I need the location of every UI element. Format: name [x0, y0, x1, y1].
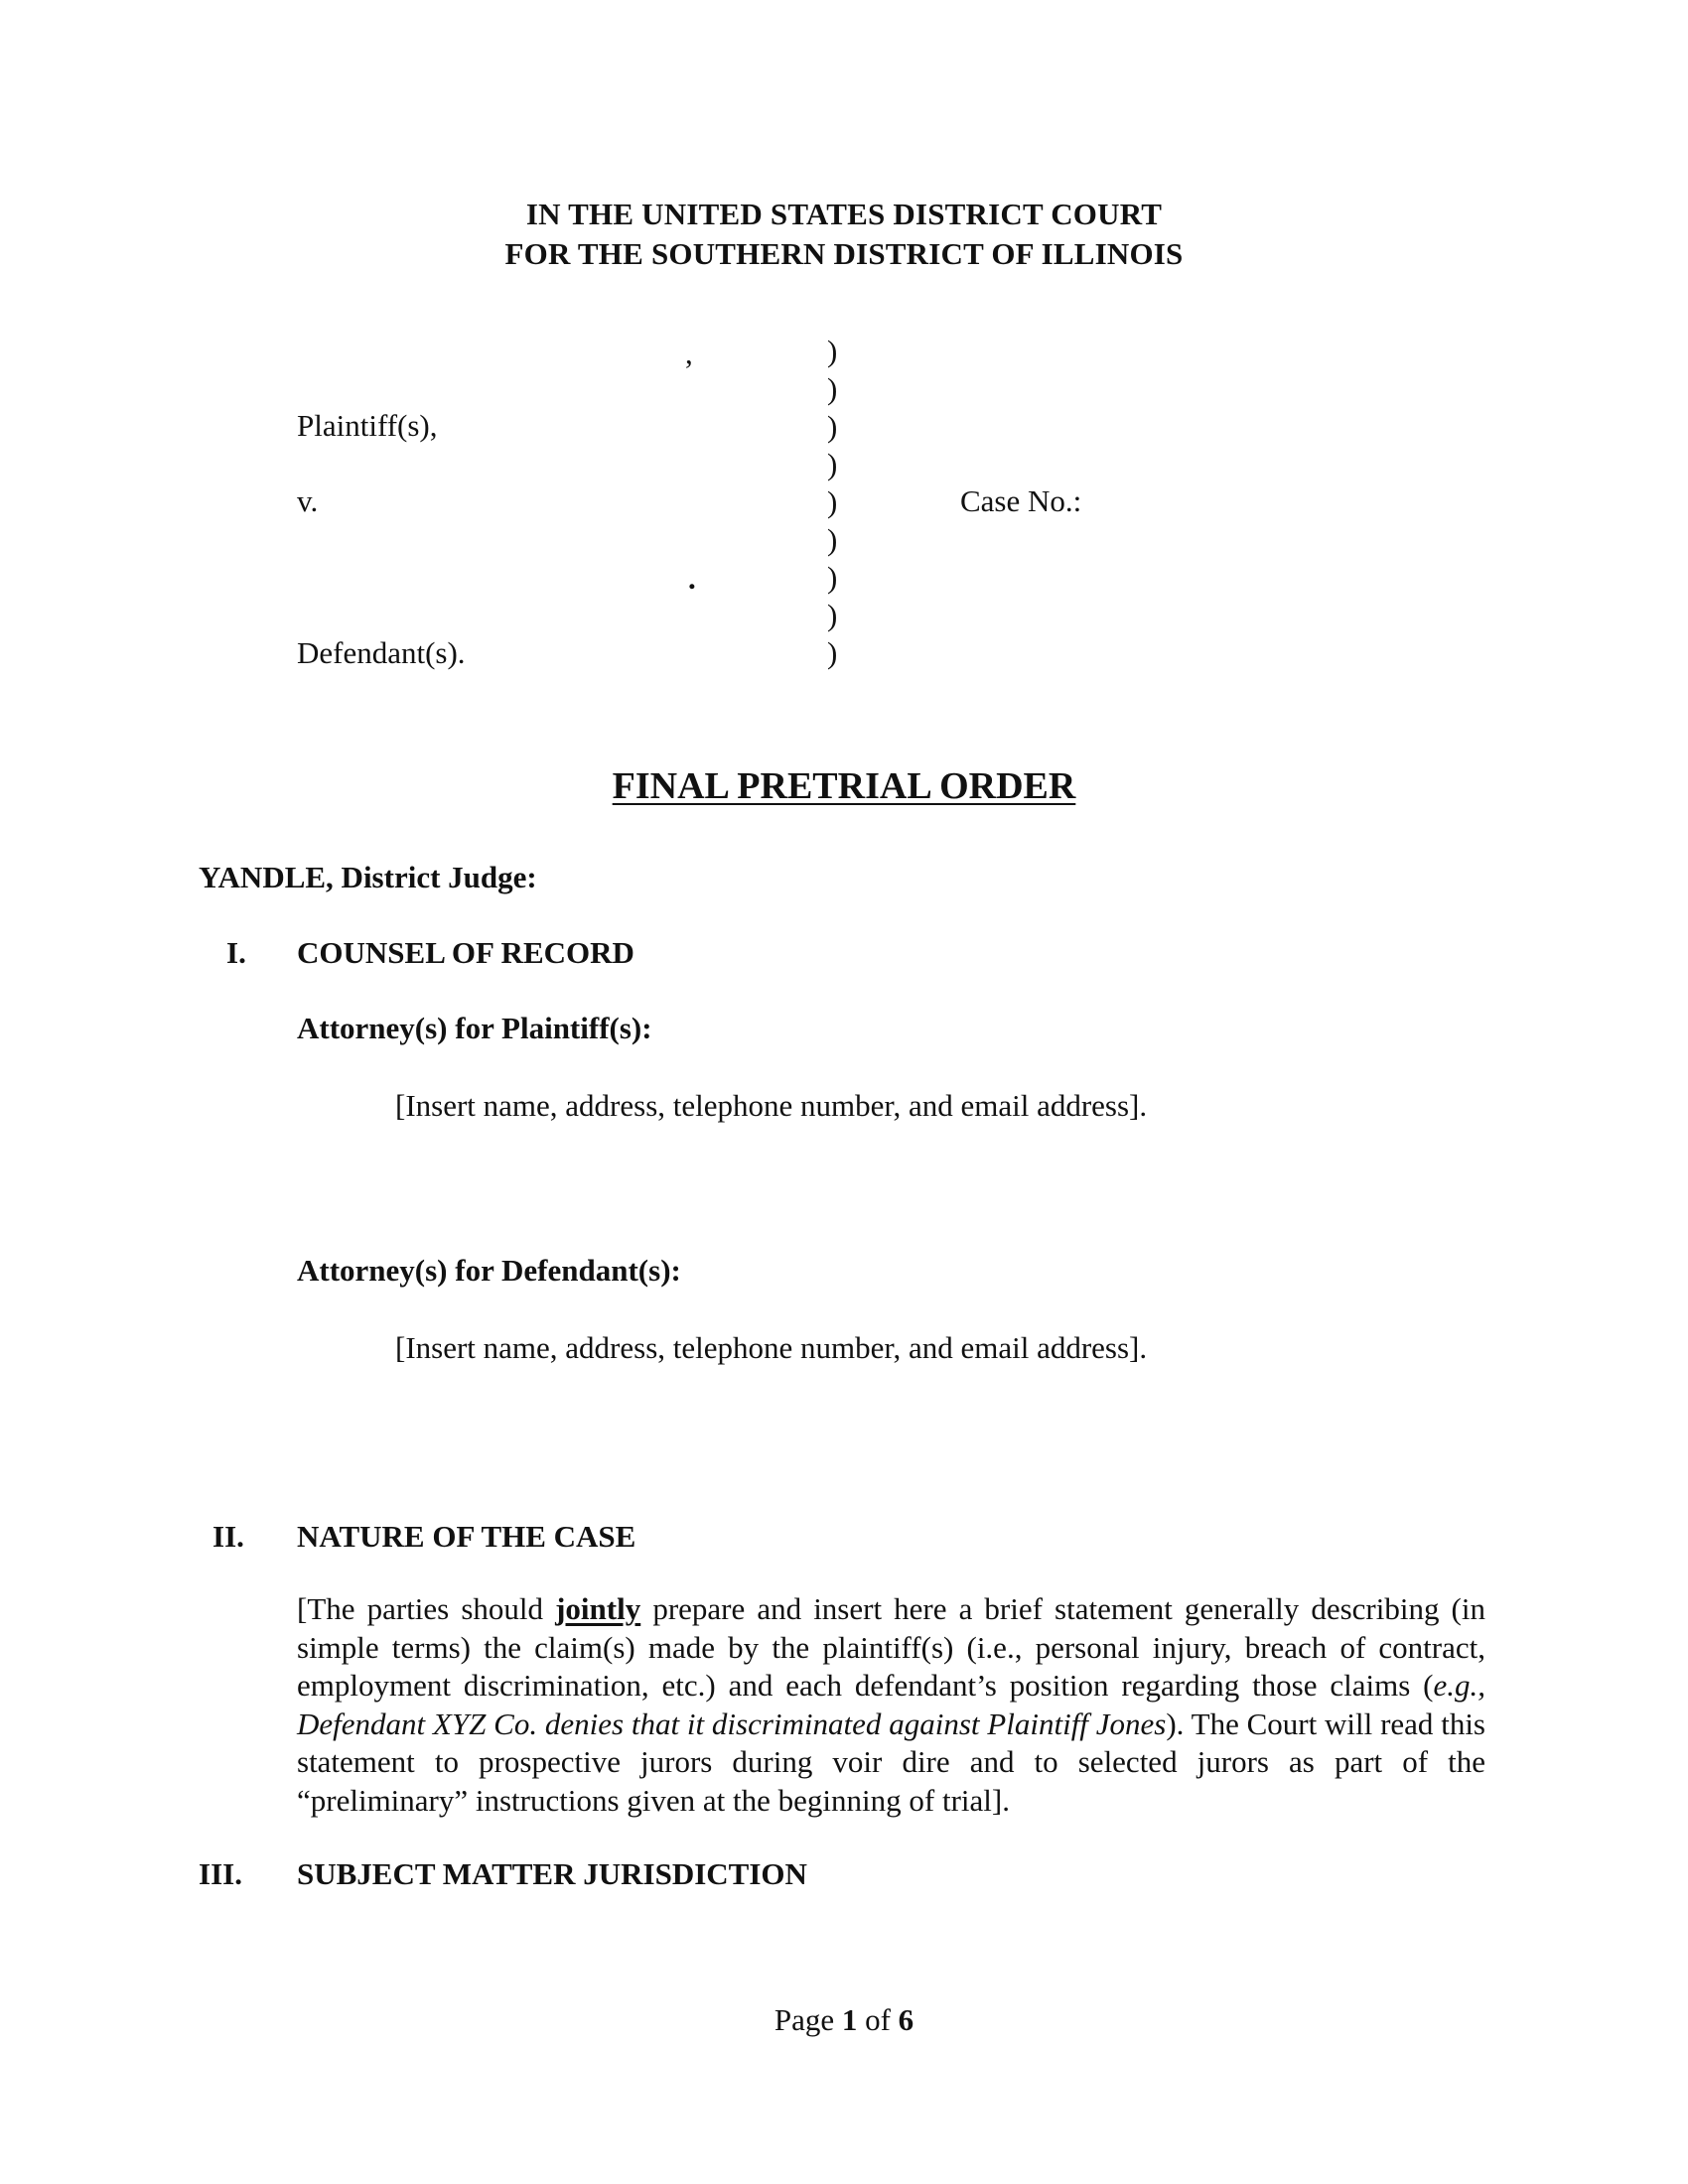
paragraph-emphasis: jointly — [555, 1591, 641, 1626]
defendant-name-period: . — [688, 561, 696, 596]
page-footer — [0, 2002, 1688, 2038]
versus-label: v. — [297, 483, 319, 518]
caption-paren: ) — [827, 598, 838, 632]
section-2-title: NATURE OF THE CASE — [297, 1519, 636, 1554]
judge-line: YANDLE, District Judge: — [199, 860, 537, 894]
caption-paren: ) — [827, 560, 838, 595]
case-number-label: Case No.: — [960, 483, 1082, 518]
plaintiff-attorney-placeholder: [Insert name, address, telephone number, and email address]. — [395, 1088, 1148, 1123]
caption-paren: ) — [827, 409, 838, 444]
paragraph-text: [The parties should — [297, 1591, 556, 1626]
section-3-number: III. — [199, 1856, 242, 1891]
defendant-label: Defendant(s). — [297, 635, 466, 670]
paragraph-text: ). The Court will read this statement to prospective jurors during voir dire and to selected jurors as part of the “preliminary” instructions given at the beginning of trial]. — [297, 1706, 1485, 1818]
caption-paren: ) — [827, 635, 838, 670]
caption-paren: ) — [827, 334, 838, 368]
section-1-title: COUNSEL OF RECORD — [297, 935, 634, 970]
page-of: of — [857, 2002, 899, 2037]
section-2-number: II. — [212, 1519, 244, 1554]
section-3-title: SUBJECT MATTER JURISDICTION — [297, 1856, 807, 1891]
defendant-attorney-placeholder: [Insert name, address, telephone number, and email address]. — [395, 1330, 1148, 1365]
section-1-number: I. — [226, 935, 246, 970]
page-current: 1 — [841, 2002, 858, 2037]
caption-paren: ) — [827, 371, 838, 406]
page-prefix: Page — [774, 2002, 842, 2037]
plaintiff-name-comma: , — [685, 336, 693, 370]
plaintiff-label: Plaintiff(s), — [297, 408, 438, 443]
court-heading-line1: IN THE UNITED STATES DISTRICT COURT — [525, 197, 1163, 231]
paragraph-text: prepare and insert here a brief statement generally describing (in simple terms) the claim(s) made by the plaintiff(s) (i.e., personal injury, breach of contract, employment discrimination, etc.) and each defendant’s position regarding those claims ( — [297, 1591, 1485, 1703]
nature-of-case-paragraph — [297, 1590, 1485, 1820]
order-title — [0, 764, 1688, 808]
page-total: 6 — [898, 2002, 914, 2037]
caption-paren: ) — [827, 447, 838, 481]
caption-paren: ) — [827, 522, 838, 557]
defendant-attorney-heading: Attorney(s) for Defendant(s): — [297, 1253, 681, 1288]
court-heading-line2: FOR THE SOUTHERN DISTRICT OF ILLINOIS — [504, 236, 1184, 271]
paragraph-example: e.g., Defendant XYZ Co. denies that it discriminated against Plaintiff Jones — [297, 1668, 1485, 1741]
order-title-text: FINAL PRETRIAL ORDER — [612, 765, 1076, 807]
caption-paren: ) — [827, 484, 838, 519]
plaintiff-attorney-heading: Attorney(s) for Plaintiff(s): — [297, 1011, 652, 1045]
